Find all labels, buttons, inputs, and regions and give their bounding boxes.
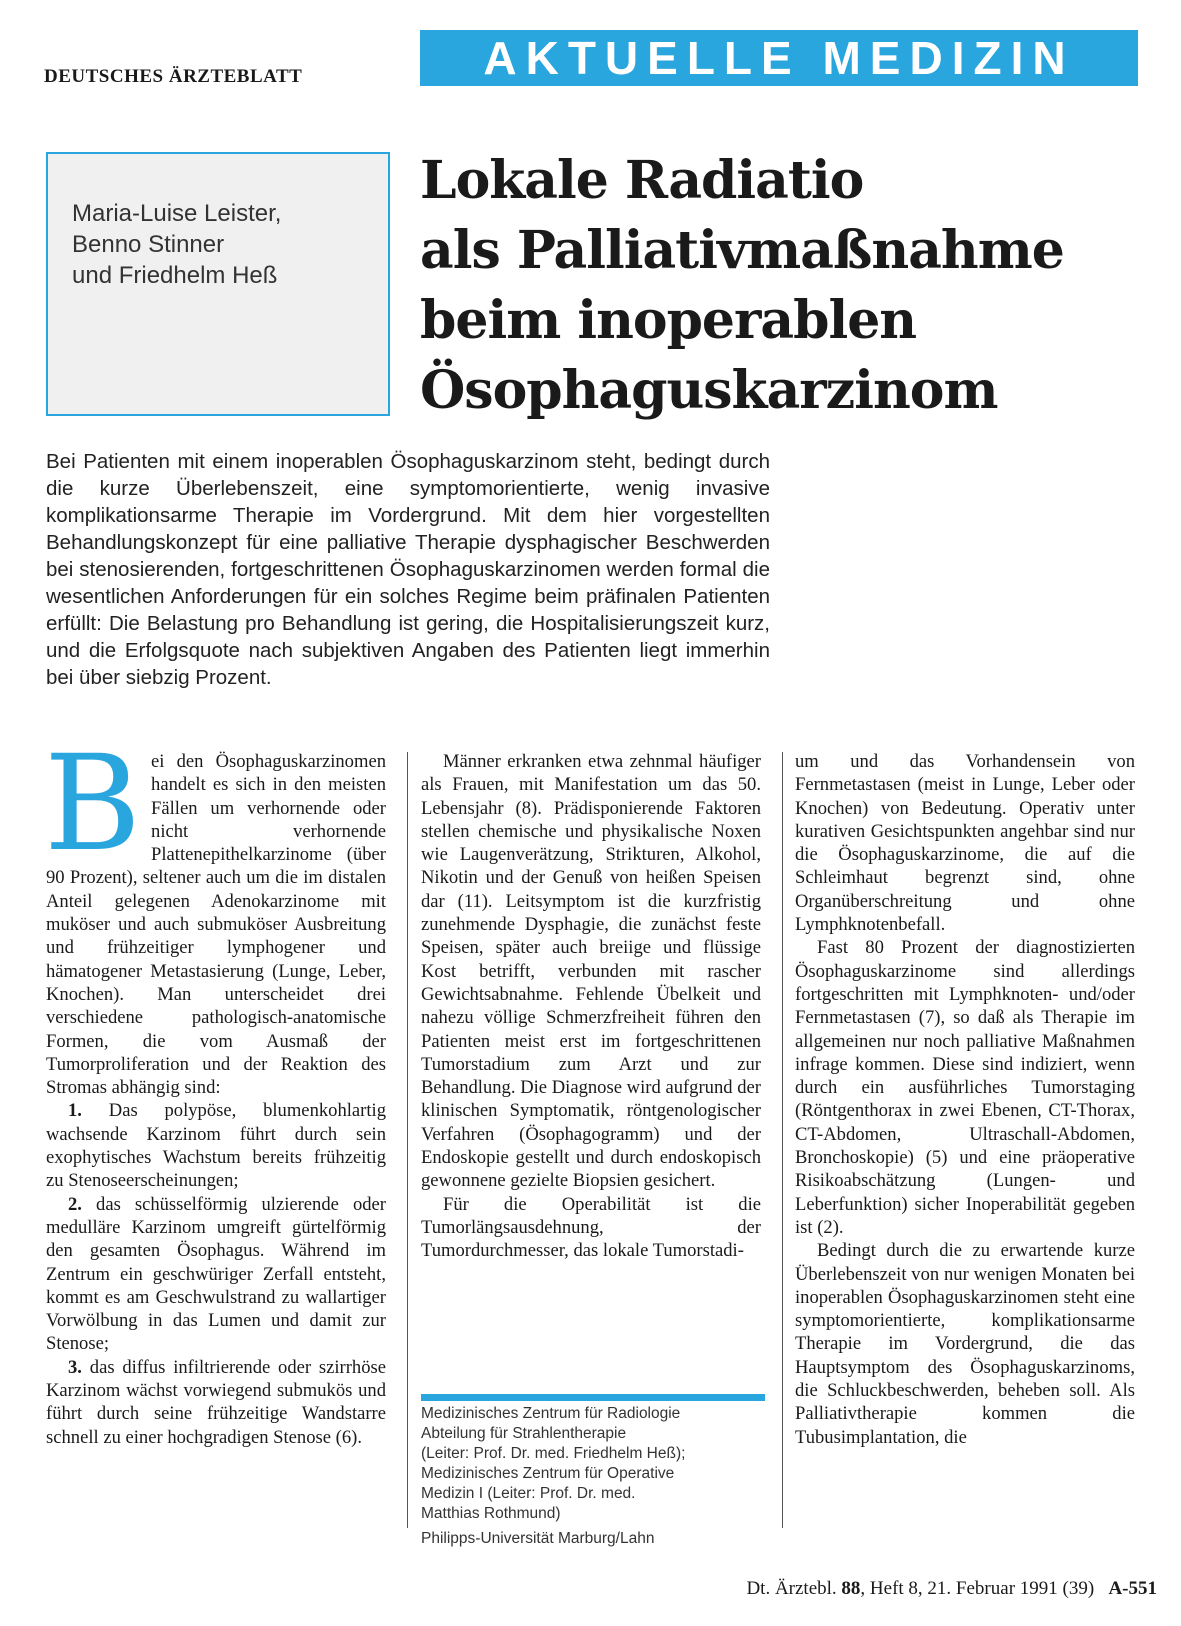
list-number: 2. (68, 1193, 82, 1215)
title-line: Ösophaguskarzinom (420, 360, 998, 421)
list-text: das diffus infiltrierende oder szirrhöse Karzinom wächst vorwiegend submukös und führt durch seine frühzeitige Wandstarre schnell zu einer hochgradigen Stenose (6). (46, 1356, 387, 1448)
affiliation-university: Philipps-Universität Marburg/Lahn (421, 1530, 655, 1547)
author-line: und Friedhelm Heß (72, 262, 278, 289)
footer-page: A-551 (1108, 1578, 1157, 1599)
list-number: 3. (68, 1356, 82, 1378)
list-text: Das polypöse, blumenkohlartig wachsende Karzinom führt durch sein exophytisches Wachstum bereits frühzeitig zu Stenoseerscheinungen; (46, 1100, 386, 1192)
drop-cap: B (44, 727, 142, 881)
list-number: 1. (68, 1100, 82, 1122)
section-banner: AKTUELLE MEDIZIN (420, 30, 1138, 86)
affiliation-block (421, 1404, 765, 1549)
affiliation-line: Medizinisches Zentrum für Radiologie (421, 1405, 681, 1422)
body-paragraph: um und das Vorhandensein von Fernmetastasen (meist in Lunge, Leber oder Knochen) von Bedeutung. Operativ unter kurativen Gesichtspunkten angehbar sind nur die Ösophaguskarzinome, die auf die Schleimhaut begrenzt sind, ohne Organüberschreitung und ohne Lymphknotenbefall. (795, 751, 1135, 936)
article-title (420, 146, 1160, 426)
body-paragraph: Fast 80 Prozent der diagnostizierten Ösophaguskarzinome sind allerdings fortgeschritten mit Lymphknoten- und/oder Fernmetastasen (7), so daß als Therapie im allgemeinen nur noch palliative Maßnahmen infrage kommen. Diese sind indiziert, wenn durch ein ausführliches Tumorstaging (Röntgenthorax in zwei Ebenen, CT-Thorax, CT-Abdomen, Ultraschall-Abdomen, Bronchoskopie) (5) und eine präoperative Risikoabschätzung (Lungen- und Leberfunktion) sicher Inoperabilität gegeben ist (2). (795, 937, 1135, 1238)
list-text: das schüsselförmig ulzierende oder medulläre Karzinom umgreift gürtelförmig den gesamten Ösophagus. Während im Zentrum ein geschwüriger Zerfall entsteht, kommt es am Geschwulstrand zu wallartiger Vorwölbung in das Lumen und damit zur Stenose; (46, 1193, 386, 1355)
footer-journal: Dt. Ärztebl. (746, 1578, 837, 1599)
footer-volume: 88 (841, 1578, 861, 1599)
column-divider (782, 752, 783, 1528)
lead-paragraph: Bei Patienten mit einem inoperablen Ösophaguskarzinom steht, bedingt durch die kurze Überlebenszeit, eine symptomorientierte, wenig invasive komplikationsarme Therapie im Vordergrund. Mit dem hier vorgestellten Behandlungskonzept für eine palliative Therapie dysphagischer Beschwerden bei stenosierenden, fortgeschrittenen Ösophaguskarzinomen werden formal die wesentlichen Anforderungen für ein solches Regime beim präfinalen Patienten erfüllt: Die Belastung pro Behandlung ist gering, die Hospitalisierungszeit kurz, und die Erfolgsquote nach subjektiven Angaben des Patienten liegt immerhin bei über siebzig Prozent. (46, 450, 770, 689)
affiliation-line: Medizin I (Leiter: Prof. Dr. med. (421, 1485, 636, 1502)
journal-name: DEUTSCHES ÄRZTEBLATT (44, 66, 303, 87)
body-paragraph: Für die Operabilität ist die Tumorlängsausdehnung, der Tumordurchmesser, das lokale Tumorstadi- (421, 1193, 761, 1262)
list-item (46, 1099, 386, 1192)
body-paragraph: Bedingt durch die zu erwartende kurze Überlebenszeit von nur wenigen Monaten bei inoperablen Ösophaguskarzinomen steht eine symptomorientierte, komplikationsarme Therapie im Vordergrund, die das Hauptsymptom des Ösophaguskarzinoms, die Schluckbeschwerden, beheben soll. Als Palliativtherapie kommen die Tubusimplantation, die (795, 1240, 1135, 1448)
page-footer (746, 1578, 1157, 1600)
author-line: Maria-Luise Leister, (72, 200, 282, 227)
affiliation-line: Matthias Rothmund) (421, 1505, 561, 1522)
intro-paragraph (44, 727, 386, 1099)
title-line: beim inoperablen (420, 290, 917, 351)
body-paragraph: Männer erkranken etwa zehnmal häufiger als Frauen, mit Manifestation um das 50. Lebensjahr (8). Prädisponierende Faktoren stellen chemische und physikalische Noxen wie Laugenverätzung, Strikturen, Alkohol, Nikotin und der Genuß von heißen Speisen dar (11). Leitsymptom ist die kurzfristig zunehmende Dysphagie, die zunächst feste Speisen, später auch breiige und flüssige Kost betrifft, verbunden mit rascher Gewichtsabnahme. Fehlende Übelkeit und nahezu völlige Schmerzfreiheit führen den Patienten meist erst im fortgeschrittenen Tumorstadium zum Arzt und zur Behandlung. Die Diagnose wird aufgrund der klinischen Symptomatik, röntgenologischer Verfahren (Ösophagogramm) und der Endoskopie gestellt und durch endoskopisch gewonnene gezielte Biopsien gesichert. (421, 751, 761, 1192)
title-line: Lokale Radiatio (420, 150, 864, 211)
footer-issue: , Heft 8, 21. Februar 1991 (39) (860, 1578, 1095, 1599)
list-item (46, 1356, 386, 1449)
intro-text: ei den Ösophaguskarzinomen handelt es sich in den meisten Fällen um verhornende oder nicht verhornende Plattenepithelkarzinome (über 90 Prozent), seltener auch um die im distalen Anteil gelegenen Adenokarzinome mit muköser und auch submuköser Ausbreitung und frühzeitiger lymphogener und hämatogener Metastasierung (Lunge, Leber, Knochen). Man unterscheidet drei verschiedene pathologisch-anatomische Formen, die vom Ausmaß der Tumorproliferation und der Reaktion des Stromas abhängig sind: (46, 751, 386, 1099)
list-item (46, 1193, 386, 1356)
body-column-2 (421, 750, 761, 1263)
affiliation-line: (Leiter: Prof. Dr. med. Friedhelm Heß); (421, 1445, 686, 1462)
affiliation-bar (421, 1394, 765, 1401)
body-column-1 (44, 727, 387, 1449)
affiliation-line: Abteilung für Strahlentherapie (421, 1425, 627, 1442)
column-divider (407, 752, 408, 1528)
author-box (46, 152, 390, 416)
body-column-3 (795, 750, 1135, 1449)
affiliation-line: Medizinisches Zentrum für Operative (421, 1465, 675, 1482)
title-line: als Palliativmaßnahme (420, 220, 1064, 281)
author-line: Benno Stinner (72, 231, 225, 258)
